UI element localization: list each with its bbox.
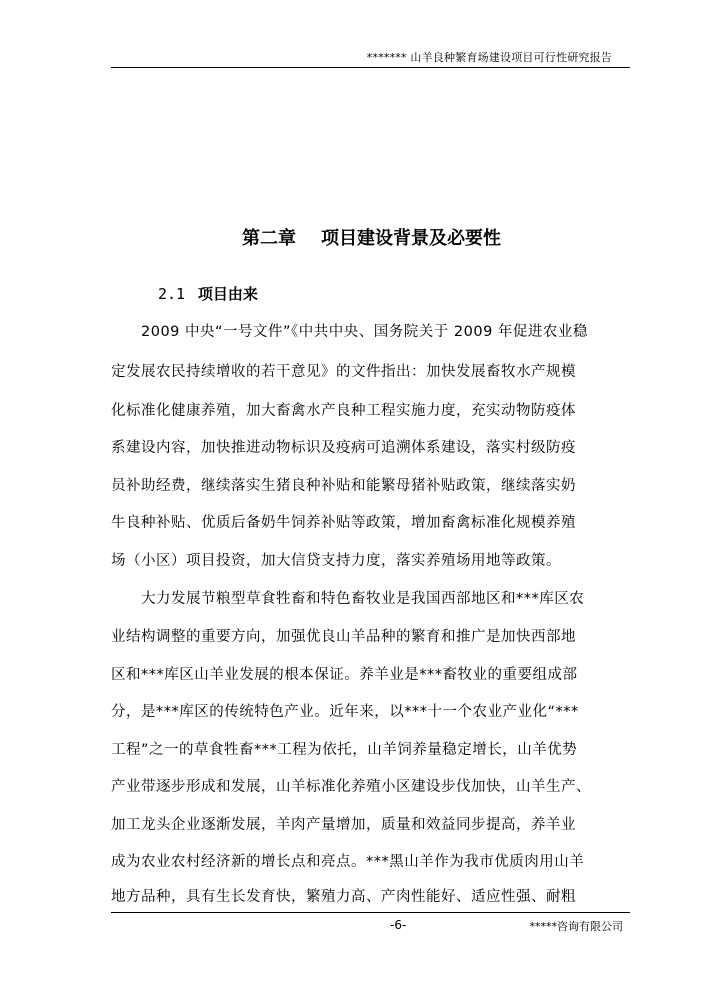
body-line: 加工龙头企业逐渐发展，羊肉产量增加，质量和效益同步提高，养羊业 xyxy=(111,817,576,833)
section-heading xyxy=(158,283,258,304)
body-line: 化标准化健康养殖，加大畜禽水产良种工程实施力度，充实动物防疫体 xyxy=(111,403,576,419)
body-line: 场（小区）项目投资，加大信贷支持力度，落实养殖场用地等政策。 xyxy=(111,553,561,569)
body-line: 员补助经费，继续落实生猪良种补贴和能繁母猪补贴政策，继续落实奶 xyxy=(111,478,576,494)
body-line: 产业带逐步形成和发展，山羊标准化养殖小区建设步伐加快，山羊生产、 xyxy=(111,779,591,795)
body-line: 定发展农民持续增收的若干意见》的文件指出：加快发展畜牧水产规模 xyxy=(111,364,576,380)
section-number: 2.1 xyxy=(158,285,186,303)
chapter-title: 第二章 项目建设背景及必要性 xyxy=(241,228,502,249)
header-divider xyxy=(111,67,630,68)
body-line: 工程”之一的草食牲畜***工程为依托，山羊饲养量稳定增长，山羊优势 xyxy=(111,742,578,758)
body-line: 业结构调整的重要方向，加强优良山羊品种的繁育和推广是加快西部地 xyxy=(111,629,576,645)
header-title: ******* 山羊良种繁育场建设项目可行性研究报告 xyxy=(366,51,612,64)
body-line: 系建设内容，加快推进动物标识及疫病可追溯体系建设，落实村级防疫 xyxy=(111,440,576,456)
page-number: -6- xyxy=(390,918,407,932)
body-line: 区和***库区山羊业发展的根本保证。养羊业是***畜牧业的重要组成部 xyxy=(111,667,578,683)
section-title: 项目由来 xyxy=(197,285,258,303)
body-line: 牛良种补贴、优质后备奶牛饲养补贴等政策，增加畜禽标准化规模养殖 xyxy=(111,515,576,531)
body-line: 成为农业农村经济新的增长点和亮点。***黑山羊作为我市优质肉用山羊 xyxy=(111,854,585,870)
body-line: 地方品种，具有生长发育快，繁殖力高、产肉性能好、适应性强、耐粗 xyxy=(111,889,576,905)
footer-organization: *****咨询有限公司 xyxy=(529,920,623,933)
footer-divider xyxy=(111,912,630,913)
body-line: 大力发展节粮型草食牲畜和特色畜牧业是我国西部地区和***库区农 xyxy=(141,591,585,607)
body-line: 分，是***库区的传统特色产业。近年来，以***十一个农业产业化“*** xyxy=(111,704,579,720)
body-line: 2009 中央“一号文件”《中共中央、国务院关于 2009 年促进农业稳 xyxy=(141,324,588,340)
